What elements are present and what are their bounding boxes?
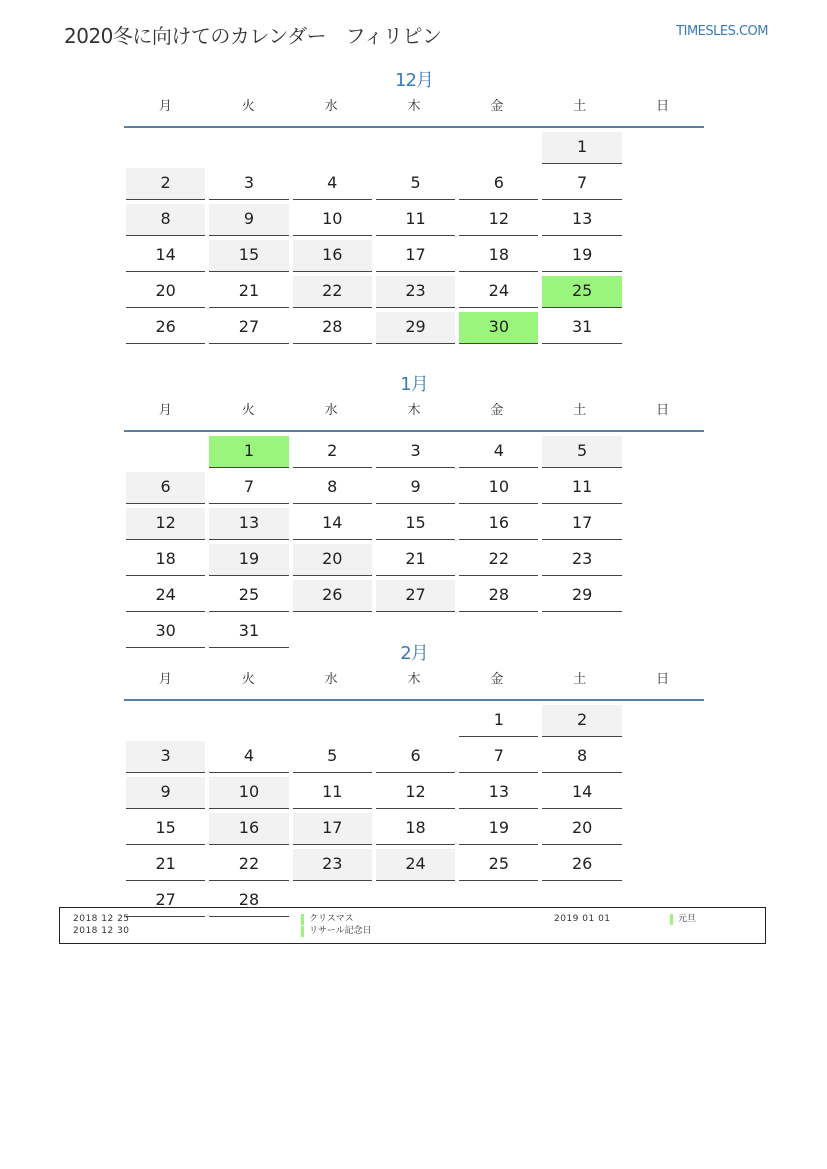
- day-number: 3: [209, 168, 288, 200]
- day-number: 30: [126, 616, 205, 648]
- day-cell[interactable]: [540, 312, 623, 348]
- day-cell[interactable]: [540, 508, 623, 544]
- day-number: 31: [209, 616, 288, 648]
- day-number: 7: [542, 168, 621, 200]
- day-cell[interactable]: [124, 312, 207, 348]
- day-cell[interactable]: [374, 777, 457, 813]
- day-number: 27: [126, 885, 205, 917]
- weekday-label: 火: [241, 99, 255, 114]
- day-cell[interactable]: [207, 312, 290, 348]
- day-number: 10: [293, 204, 372, 236]
- weekday-label: 木: [407, 99, 421, 114]
- day-cell[interactable]: [540, 849, 623, 885]
- day-number: 27: [209, 312, 288, 344]
- day-number: 22: [209, 849, 288, 881]
- day-cell[interactable]: [540, 777, 623, 813]
- day-number: 29: [542, 580, 621, 612]
- empty-cell: [207, 705, 290, 741]
- day-number: 22: [293, 276, 372, 308]
- day-cell[interactable]: [291, 544, 374, 580]
- legend-holiday-name: クリスマス: [301, 914, 354, 925]
- day-number: 23: [376, 276, 455, 308]
- day-number: 26: [126, 312, 205, 344]
- day-number: 8: [542, 741, 621, 773]
- day-number: 30: [459, 312, 538, 344]
- day-cell[interactable]: [457, 276, 540, 312]
- day-cell[interactable]: [124, 580, 207, 616]
- day-cell[interactable]: [374, 544, 457, 580]
- day-cell[interactable]: [124, 777, 207, 813]
- empty-cell: [291, 705, 374, 741]
- day-number: 22: [459, 544, 538, 576]
- day-number: 15: [209, 240, 288, 272]
- weekday-label: 月: [158, 403, 172, 418]
- day-cell[interactable]: [207, 777, 290, 813]
- day-cell[interactable]: [124, 168, 207, 204]
- day-number: 9: [376, 472, 455, 504]
- day-cell[interactable]: [374, 580, 457, 616]
- day-cell[interactable]: [291, 436, 374, 472]
- day-cell[interactable]: [374, 436, 457, 472]
- legend-date: 2018 12 25: [73, 914, 130, 924]
- day-number: 19: [459, 813, 538, 845]
- weekday-label: 土: [573, 403, 587, 418]
- day-grid: [124, 701, 704, 921]
- day-cell[interactable]: [540, 472, 623, 508]
- day-cell[interactable]: [540, 204, 623, 240]
- day-number: 12: [376, 777, 455, 809]
- day-number: 18: [459, 240, 538, 272]
- day-cell[interactable]: [124, 240, 207, 276]
- day-grid: [124, 128, 704, 348]
- weekday-label: 金: [490, 672, 504, 687]
- day-number: 24: [126, 580, 205, 612]
- day-cell[interactable]: [540, 132, 623, 168]
- day-number: 9: [209, 204, 288, 236]
- empty-cell: [457, 132, 540, 168]
- day-grid: [124, 432, 704, 652]
- day-number: 4: [459, 436, 538, 468]
- day-number: 13: [542, 204, 621, 236]
- day-number: 18: [376, 813, 455, 845]
- day-cell[interactable]: [457, 777, 540, 813]
- empty-cell: [374, 132, 457, 168]
- day-cell[interactable]: [291, 741, 374, 777]
- day-cell[interactable]: [457, 472, 540, 508]
- day-number: 3: [126, 741, 205, 773]
- day-number: 10: [459, 472, 538, 504]
- day-cell[interactable]: [207, 204, 290, 240]
- legend-date: 2018 12 30: [73, 926, 130, 936]
- day-cell[interactable]: [374, 276, 457, 312]
- day-cell[interactable]: [374, 508, 457, 544]
- weekday-label: 火: [241, 403, 255, 418]
- day-number: 5: [293, 741, 372, 773]
- day-cell[interactable]: [457, 436, 540, 472]
- month-calendar: [124, 70, 704, 348]
- day-cell[interactable]: [374, 204, 457, 240]
- day-number: 17: [542, 508, 621, 540]
- day-cell[interactable]: [374, 240, 457, 276]
- day-cell[interactable]: [457, 741, 540, 777]
- day-cell[interactable]: [291, 240, 374, 276]
- day-cell[interactable]: [291, 276, 374, 312]
- day-number: 21: [209, 276, 288, 308]
- day-cell[interactable]: [374, 741, 457, 777]
- empty-cell: [124, 132, 207, 168]
- day-cell[interactable]: [207, 813, 290, 849]
- day-cell[interactable]: [457, 849, 540, 885]
- day-cell[interactable]: [291, 777, 374, 813]
- holiday-day-cell[interactable]: [207, 436, 290, 472]
- day-number: 1: [542, 132, 621, 164]
- day-cell[interactable]: [207, 849, 290, 885]
- day-number: 31: [542, 312, 621, 344]
- day-cell[interactable]: [124, 813, 207, 849]
- day-number: 14: [293, 508, 372, 540]
- day-number: 14: [126, 240, 205, 272]
- day-number: 14: [542, 777, 621, 809]
- day-cell[interactable]: [457, 705, 540, 741]
- day-number: 6: [126, 472, 205, 504]
- day-number: 17: [376, 240, 455, 272]
- day-number: 23: [293, 849, 372, 881]
- day-cell[interactable]: [291, 580, 374, 616]
- day-number: 4: [209, 741, 288, 773]
- day-cell[interactable]: [207, 544, 290, 580]
- day-cell[interactable]: [207, 580, 290, 616]
- weekday-label: 木: [407, 672, 421, 687]
- day-cell[interactable]: [540, 580, 623, 616]
- day-cell[interactable]: [124, 741, 207, 777]
- weekday-label: 木: [407, 403, 421, 418]
- day-number: 16: [459, 508, 538, 540]
- weekday-label: 金: [490, 99, 504, 114]
- empty-cell: [374, 705, 457, 741]
- day-number: 6: [459, 168, 538, 200]
- day-cell[interactable]: [291, 204, 374, 240]
- day-cell[interactable]: [457, 204, 540, 240]
- day-number: 21: [376, 544, 455, 576]
- day-cell[interactable]: [374, 312, 457, 348]
- day-cell[interactable]: [291, 312, 374, 348]
- day-number: 8: [293, 472, 372, 504]
- day-number: 26: [293, 580, 372, 612]
- day-cell[interactable]: [540, 168, 623, 204]
- day-number: 24: [459, 276, 538, 308]
- day-cell[interactable]: [124, 508, 207, 544]
- day-cell[interactable]: [124, 849, 207, 885]
- day-number: 25: [459, 849, 538, 881]
- holiday-legend: [59, 907, 766, 944]
- empty-cell: [124, 705, 207, 741]
- day-number: 20: [126, 276, 205, 308]
- weekday-label: 水: [324, 672, 338, 687]
- day-number: 11: [542, 472, 621, 504]
- empty-cell: [124, 436, 207, 472]
- day-number: 7: [459, 741, 538, 773]
- day-number: 1: [209, 436, 288, 468]
- day-cell[interactable]: [207, 472, 290, 508]
- month-title: 2月: [400, 643, 428, 664]
- day-cell[interactable]: [207, 508, 290, 544]
- day-number: 23: [542, 544, 621, 576]
- day-cell[interactable]: [540, 741, 623, 777]
- day-number: 24: [376, 849, 455, 881]
- day-cell[interactable]: [374, 472, 457, 508]
- day-number: 17: [293, 813, 372, 845]
- day-number: 27: [376, 580, 455, 612]
- day-number: 28: [209, 885, 288, 917]
- month-title: 1月: [400, 374, 428, 395]
- day-cell[interactable]: [540, 436, 623, 472]
- day-number: 13: [459, 777, 538, 809]
- day-number: 16: [209, 813, 288, 845]
- holiday-day-cell[interactable]: [540, 276, 623, 312]
- day-number: 5: [542, 436, 621, 468]
- day-number: 12: [459, 204, 538, 236]
- page-title: 2020冬に向けてのカレンダー フィリピン: [64, 24, 442, 48]
- day-number: 20: [542, 813, 621, 845]
- day-cell[interactable]: [124, 544, 207, 580]
- weekday-label: 日: [656, 672, 670, 687]
- day-number: 25: [209, 580, 288, 612]
- day-number: 20: [293, 544, 372, 576]
- weekday-label: 水: [324, 403, 338, 418]
- weekday-label: 土: [573, 99, 587, 114]
- day-number: 9: [126, 777, 205, 809]
- day-number: 29: [376, 312, 455, 344]
- day-cell[interactable]: [291, 168, 374, 204]
- day-cell[interactable]: [374, 168, 457, 204]
- weekday-label: 土: [573, 672, 587, 687]
- weekday-label: 日: [656, 99, 670, 114]
- day-number: 6: [376, 741, 455, 773]
- day-number: 28: [459, 580, 538, 612]
- day-cell[interactable]: [291, 472, 374, 508]
- day-number: 7: [209, 472, 288, 504]
- day-cell[interactable]: [374, 813, 457, 849]
- weekday-label: 月: [158, 672, 172, 687]
- day-number: 8: [126, 204, 205, 236]
- day-cell[interactable]: [540, 544, 623, 580]
- day-cell[interactable]: [457, 240, 540, 276]
- brand-link[interactable]: TIMESLES.COM: [676, 24, 768, 39]
- weekday-label: 月: [158, 99, 172, 114]
- day-cell[interactable]: [207, 741, 290, 777]
- day-number: 11: [293, 777, 372, 809]
- weekday-label: 水: [324, 99, 338, 114]
- day-cell[interactable]: [457, 168, 540, 204]
- empty-cell: [207, 132, 290, 168]
- day-number: 15: [376, 508, 455, 540]
- day-number: 15: [126, 813, 205, 845]
- day-cell[interactable]: [457, 544, 540, 580]
- day-cell[interactable]: [207, 276, 290, 312]
- day-number: 10: [209, 777, 288, 809]
- empty-cell: [291, 132, 374, 168]
- day-number: 5: [376, 168, 455, 200]
- day-cell[interactable]: [457, 508, 540, 544]
- day-cell[interactable]: [540, 813, 623, 849]
- month-calendar: [124, 374, 704, 652]
- day-number: 4: [293, 168, 372, 200]
- day-number: 1: [459, 705, 538, 737]
- day-cell[interactable]: [124, 204, 207, 240]
- day-cell[interactable]: [374, 849, 457, 885]
- day-cell[interactable]: [457, 580, 540, 616]
- legend-date: 2019 01 01: [554, 914, 611, 924]
- day-number: 18: [126, 544, 205, 576]
- month-calendar: [124, 643, 704, 921]
- day-number: 19: [209, 544, 288, 576]
- day-cell[interactable]: [124, 276, 207, 312]
- day-cell[interactable]: [291, 849, 374, 885]
- day-number: 16: [293, 240, 372, 272]
- weekday-label: 日: [656, 403, 670, 418]
- weekday-label: 火: [241, 672, 255, 687]
- weekday-header: [124, 100, 704, 128]
- day-number: 2: [293, 436, 372, 468]
- day-cell[interactable]: [540, 240, 623, 276]
- day-cell[interactable]: [291, 813, 374, 849]
- day-number: 19: [542, 240, 621, 272]
- weekday-header: [124, 404, 704, 432]
- day-cell[interactable]: [291, 508, 374, 544]
- day-cell[interactable]: [540, 705, 623, 741]
- day-number: 13: [209, 508, 288, 540]
- weekday-header: [124, 673, 704, 701]
- day-cell[interactable]: [207, 240, 290, 276]
- day-number: 25: [542, 276, 621, 308]
- day-cell[interactable]: [207, 168, 290, 204]
- day-cell[interactable]: [124, 472, 207, 508]
- day-number: 11: [376, 204, 455, 236]
- holiday-day-cell[interactable]: [457, 312, 540, 348]
- day-number: 2: [542, 705, 621, 737]
- day-number: 12: [126, 508, 205, 540]
- day-number: 3: [376, 436, 455, 468]
- legend-holiday-name: リサール記念日: [301, 926, 372, 937]
- day-number: 28: [293, 312, 372, 344]
- day-number: 26: [542, 849, 621, 881]
- day-cell[interactable]: [457, 813, 540, 849]
- legend-holiday-name: 元旦: [670, 914, 696, 925]
- day-number: 2: [126, 168, 205, 200]
- day-number: 21: [126, 849, 205, 881]
- weekday-label: 金: [490, 403, 504, 418]
- month-title: 12月: [395, 70, 433, 91]
